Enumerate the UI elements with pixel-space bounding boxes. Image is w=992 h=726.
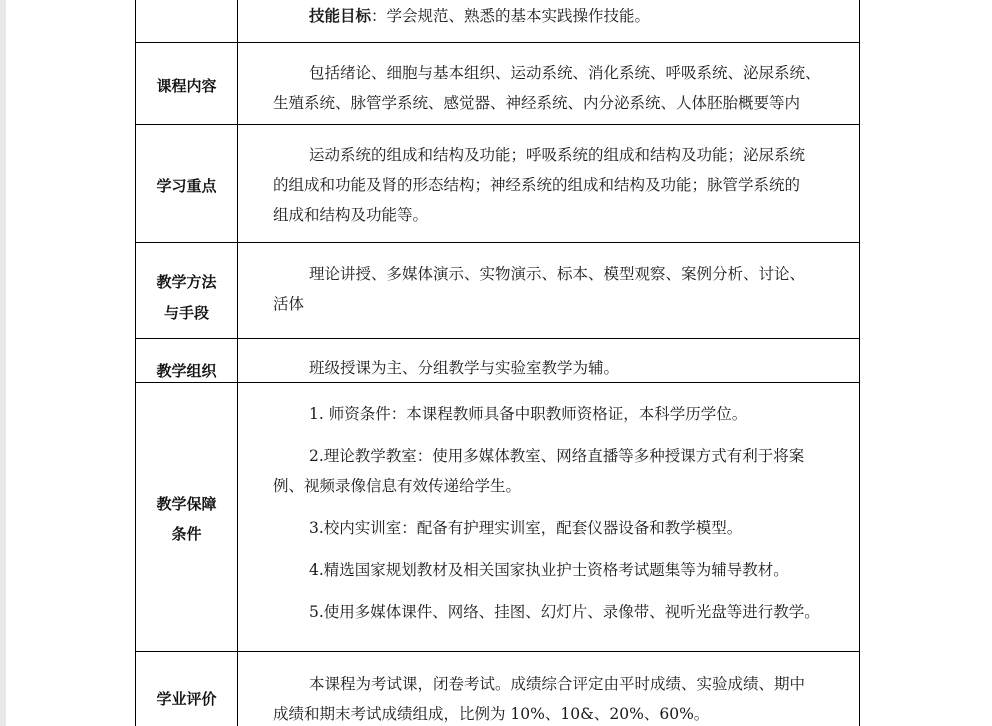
row-teaching-organization <box>135 339 860 383</box>
methods-line-1: 理论讲授、多媒体演示、实物演示、标本、模型观察、案例分析、讨论、 <box>309 265 806 283</box>
label-cell-organization <box>136 339 238 382</box>
row-key-points <box>135 125 860 243</box>
content-evaluation <box>273 669 861 726</box>
label-course-content: 课程内容 <box>156 77 217 95</box>
skill-line <box>273 1 861 31</box>
skill-text: ：学会规范、熟悉的基本实践操作技能。 <box>371 7 651 25</box>
condition-item-5: 5.使用多媒体课件、网络、挂图、幻灯片、录像带、视听光盘等进行教学。 <box>309 603 820 621</box>
condition-item-2-cont: 例、视频录像信息有效传递给学生。 <box>273 477 522 495</box>
evaluation-line-1: 本课程为考试课，闭卷考试。成绩综合评定由平时成绩、实验成绩、期中 <box>309 675 806 693</box>
label-conditions-line-2: 条件 <box>171 525 202 543</box>
label-key-points: 学习重点 <box>156 177 217 195</box>
key-points-line-3: 组成和结构及功能等。 <box>273 206 429 224</box>
label-cell-conditions <box>136 383 238 651</box>
key-points-line-2: 的组成和功能及肾的形态结构；神经系统的组成和结构及功能；脉管学系统的 <box>273 176 801 194</box>
condition-item-3: 3.校内实训室：配备有护理实训室，配套仪器设备和教学模型。 <box>309 519 743 537</box>
row-teaching-conditions <box>135 383 860 652</box>
content-organization <box>273 353 861 383</box>
row-teaching-methods <box>135 243 860 339</box>
content-skill-objective <box>273 1 861 31</box>
label-cell-course-content <box>136 43 238 124</box>
methods-line-2: 活体 <box>273 295 305 313</box>
condition-item-2: 2.理论教学教室：使用多媒体教室、网络直播等多种授课方式有利于将案 <box>309 447 805 465</box>
label-cell-evaluation <box>136 652 238 726</box>
label-cell-key-points <box>136 125 238 242</box>
content-key-points <box>273 140 861 230</box>
row-course-content <box>135 43 860 125</box>
condition-item-1: 1. 师资条件：本课程教师具备中职教师资格证，本科学历学位。 <box>309 405 748 423</box>
page-left-edge <box>0 0 6 726</box>
course-content-line-1: 包括绪论、细胞与基本组织、运动系统、消化系统、呼吸系统、泌尿系统、 <box>309 64 821 82</box>
condition-item-4: 4.精选国家规划教材及相关国家执业护士资格考试题集等为辅导教材。 <box>309 561 789 579</box>
label-evaluation: 学业评价 <box>156 690 217 708</box>
label-cell-methods <box>136 243 238 338</box>
evaluation-line-2: 成绩和期末考试成绩组成，比例为 10%、10&、20%、60%。 <box>273 705 710 723</box>
row-skill-objective <box>135 0 860 43</box>
course-content-line-2: 生殖系统、脉管学系统、感觉器、神经系统、内分泌系统、人体胚胎概要等内 <box>273 94 801 112</box>
label-conditions-line-1: 教学保障 <box>156 495 217 513</box>
label-organization: 教学组织 <box>156 362 217 380</box>
content-course-content <box>273 58 861 118</box>
label-cell-skill <box>136 0 238 42</box>
skill-lead: 技能目标 <box>309 7 372 25</box>
row-academic-evaluation <box>135 652 860 726</box>
label-methods-line-1: 教学方法 <box>156 273 217 291</box>
content-methods <box>273 259 861 319</box>
label-methods-line-2: 与手段 <box>163 304 209 322</box>
content-conditions <box>273 399 861 627</box>
key-points-line-1: 运动系统的组成和结构及功能；呼吸系统的组成和结构及功能；泌尿系统 <box>309 146 806 164</box>
organization-line: 班级授课为主、分组教学与实验室教学为辅。 <box>309 359 620 377</box>
